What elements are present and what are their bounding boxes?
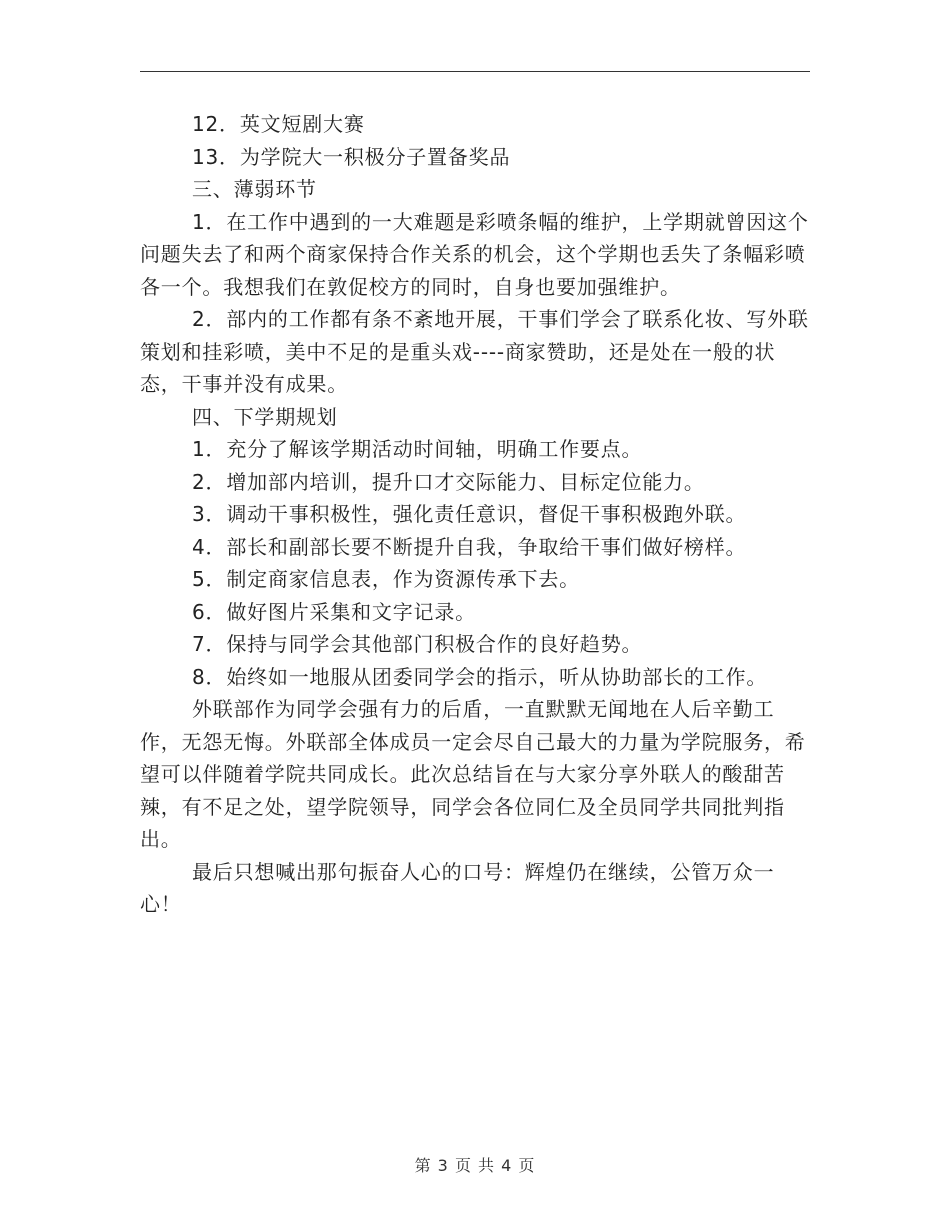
item-12: 12．英文短剧大赛 (192, 112, 365, 136)
page-footer (0, 1153, 950, 1176)
weak-point-2: 2．部内的工作都有条不紊地开展，干事们学会了联系化妆、写外联策划和挂彩喷，美中不足的是重头戏----商家赞助，还是处在一般的状态，干事并没有成果。 (140, 307, 809, 396)
section-heading-next-term-plan: 四、下学期规划 (192, 404, 338, 429)
plan-item-2: 2．增加部内培训，提升口才交际能力、目标定位能力。 (192, 469, 705, 494)
plan-item-5: 5．制定商家信息表，作为资源传承下去。 (192, 567, 580, 591)
plan-item-7: 7．保持与同学会其他部门积极合作的良好趋势。 (192, 632, 643, 656)
closing-slogan: 最后只想喊出那句振奋人心的口号：辉煌仍在继续，公管万众一心！ (140, 859, 775, 916)
document-body (140, 108, 810, 921)
plan-item-1: 1．充分了解该学期活动时间轴，明确工作要点。 (192, 437, 643, 461)
weak-point-1: 1．在工作中遇到的一大难题是彩喷条幅的维护，上学期就曾因这个问题失去了和两个商家保持合作关系的机会，这个学期也丢失了条幅彩喷各一个。我想我们在敦促校方的同时，自身也要加强维护。 (140, 209, 809, 299)
plan-item-3: 3．调动干事积极性，强化责任意识，督促干事积极跑外联。 (192, 502, 747, 526)
closing-paragraph: 外联部作为同学会强有力的后盾，一直默默无闻地在人后辛勤工作，无怨无悔。外联部全体成员一定会尽自己最大的力量为学院服务，希望可以伴随着学院共同成长。此次总结旨在与大家分享外联人的酸甜苦辣，有不足之处，望学院领导，同学会各位同仁及全员同学共同批判指出。 (140, 697, 806, 851)
item-13: 13．为学院大一积极分子置备奖品 (192, 144, 511, 169)
header-rule (140, 71, 810, 72)
plan-item-6: 6．做好图片采集和文字记录。 (192, 599, 476, 624)
plan-item-8: 8．始终如一地服从团委同学会的指示，听从协助部长的工作。 (192, 664, 768, 689)
section-heading-weak-points: 三、薄弱环节 (192, 177, 317, 201)
page-number-label: 第 3 页 共 4 页 (414, 1156, 536, 1175)
plan-item-4: 4．部长和副部长要不断提升自我，争取给干事们做好榜样。 (192, 534, 747, 559)
